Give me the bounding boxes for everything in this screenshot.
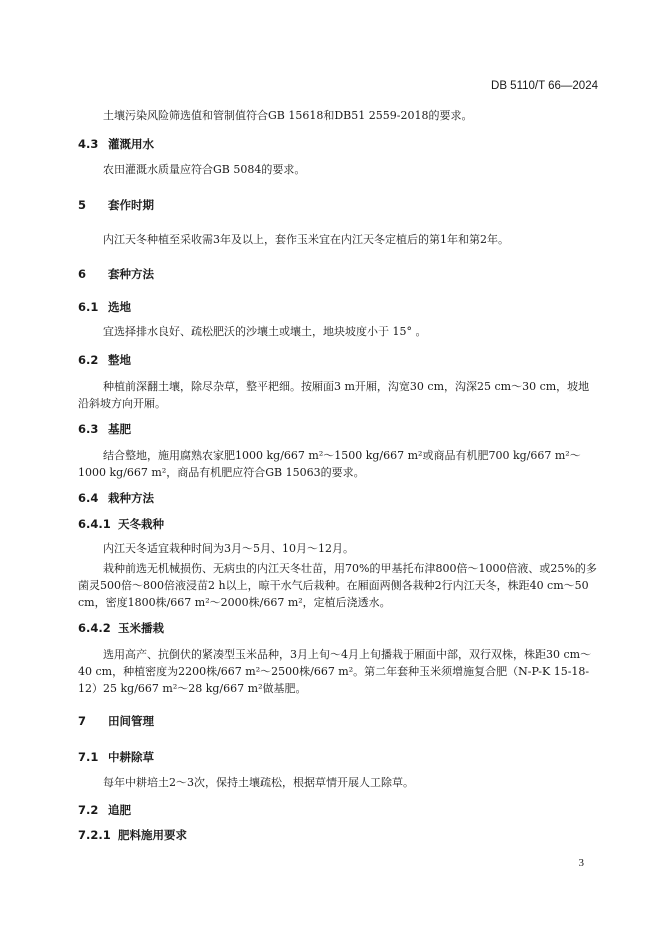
heading-title: 玉米播栽 xyxy=(118,621,164,635)
heading-title: 栽种方法 xyxy=(108,491,154,505)
heading-6-4-2 xyxy=(78,620,164,636)
paragraph-corn-planting: 选用高产、抗倒伏的紧凑型玉米品种，3月上旬～4月上旬播栽于厢面中部，双行双株，株距30 cm～40 cm，种植密度为2200株/667 m²～2500株/667 m²。第二年套种玉米须增施复合肥（N-P-K 15-18-12）25 kg/667 m²～28 kg/667 m²做基肥。 xyxy=(78,648,592,695)
paragraph-weeding: 每年中耕培土2～3次，保持土壤疏松，根据草情开展人工除草。 xyxy=(103,776,414,789)
paragraph-soil: 土壤污染风险筛选值和管制值符合GB 15618和DB51 2559-2018的要求。 xyxy=(103,109,473,122)
paragraph-base-fertilizer: 结合整地，施用腐熟农家肥1000 kg/667 m²～1500 kg/667 m²或商品有机肥700 kg/667 m²～1000 kg/667 m²，商品有机肥应符合GB 15063的要求。 xyxy=(78,449,581,479)
heading-number: 6.2 xyxy=(78,353,99,367)
heading-7-2 xyxy=(78,802,131,818)
heading-number: 4.3 xyxy=(78,137,99,151)
heading-6-3 xyxy=(78,421,131,437)
heading-title: 田间管理 xyxy=(108,714,154,728)
paragraph-irrigation: 农田灌溉水质量应符合GB 5084的要求。 xyxy=(103,163,306,176)
heading-number: 7 xyxy=(78,714,87,728)
heading-6 xyxy=(78,266,154,282)
heading-number: 6.4 xyxy=(78,491,99,505)
heading-number: 6.3 xyxy=(78,422,99,436)
heading-title: 套作时期 xyxy=(108,198,154,212)
heading-number: 6.4.1 xyxy=(78,517,111,531)
page-number: 3 xyxy=(578,857,584,869)
heading-7 xyxy=(78,713,154,729)
heading-7-1 xyxy=(78,749,154,765)
paragraph-planting-time: 内江天冬适宜栽种时间为3月～5月、10月～12月。 xyxy=(103,542,354,555)
paragraph-land-preparation: 种植前深翻土壤，除尽杂草，整平耙细。按厢面3 m开厢，沟宽30 cm，沟深25 cm～30 cm，坡地沿斜坡方向开厢。 xyxy=(78,380,590,410)
heading-6-4-1 xyxy=(78,516,164,532)
heading-4-3 xyxy=(78,136,154,152)
paragraph-period: 内江天冬种植至采收需3年及以上，套作玉米宜在内江天冬定植后的第1年和第2年。 xyxy=(103,233,509,246)
heading-6-4 xyxy=(78,490,154,506)
heading-number: 7.2 xyxy=(78,803,99,817)
heading-number: 6 xyxy=(78,267,87,281)
heading-6-2 xyxy=(78,352,131,368)
heading-title: 中耕除草 xyxy=(108,750,154,764)
paragraph-planting-method: 栽种前选无机械损伤、无病虫的内江天冬壮苗，用70%的甲基托布津800倍～1000倍液、或25%的多菌灵500倍～800倍液浸苗2 h以上，晾干水气后栽种。在厢面两侧各栽种2行内江天冬，株距40 cm～50 cm，密度1800株/667 m²～2000株/667 m²，定植后浇透水。 xyxy=(78,562,597,609)
heading-number: 6.4.2 xyxy=(78,621,111,635)
heading-title: 选地 xyxy=(108,300,131,314)
heading-number: 6.1 xyxy=(78,300,99,314)
heading-7-2-1 xyxy=(78,827,187,843)
heading-title: 灌溉用水 xyxy=(108,137,154,151)
heading-title: 整地 xyxy=(108,353,131,367)
heading-number: 7.2.1 xyxy=(78,828,111,842)
heading-number: 5 xyxy=(78,198,87,212)
heading-title: 套种方法 xyxy=(108,267,154,281)
heading-5 xyxy=(78,197,154,213)
heading-title: 追肥 xyxy=(108,803,131,817)
heading-6-1 xyxy=(78,299,131,315)
document-id-header: DB 5110/T 66—2024 xyxy=(491,80,598,92)
heading-number: 7.1 xyxy=(78,750,99,764)
heading-title: 天冬栽种 xyxy=(118,517,164,531)
heading-title: 肥料施用要求 xyxy=(118,828,187,842)
paragraph-site-selection: 宜选择排水良好、疏松肥沃的沙壤土或壤土，地块坡度小于 15° 。 xyxy=(103,325,427,338)
heading-title: 基肥 xyxy=(108,422,131,436)
